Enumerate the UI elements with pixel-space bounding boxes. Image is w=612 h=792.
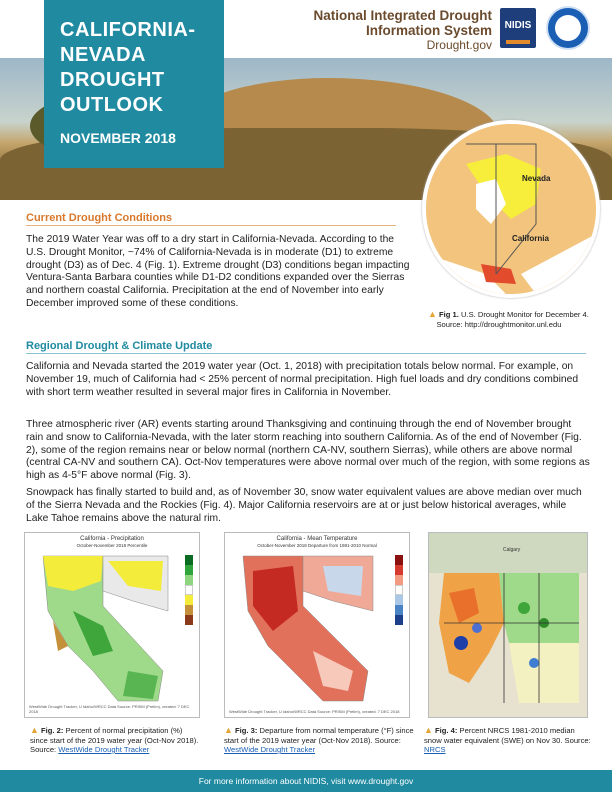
triangle-icon: ▲ xyxy=(428,309,437,319)
nidis-logo xyxy=(500,8,536,48)
fig3-temperature-map xyxy=(224,532,410,718)
fig2-subtitle: October-November 2018 Percentile xyxy=(76,543,148,548)
fig4-caption-text: Percent NRCS 1981-2010 median snow water equivalent (SWE) on Nov 30. Source: xyxy=(424,726,591,745)
current-conditions-heading: Current Drought Conditions xyxy=(26,212,396,226)
fig2-caption-prefix: Fig. 2: xyxy=(41,726,64,735)
regional-heading: Regional Drought & Climate Update xyxy=(26,340,586,354)
fig1-source-link[interactable]: http://droughtmonitor.unl.edu xyxy=(464,319,562,329)
org-name xyxy=(314,8,493,53)
map-label-nevada: Nevada xyxy=(522,174,551,183)
title-line-4: OUTLOOK xyxy=(60,94,164,116)
fig2-legend xyxy=(185,555,193,625)
fig4-snowpack-map xyxy=(428,532,588,718)
triangle-icon: ▲ xyxy=(424,725,433,735)
fig1-caption xyxy=(428,310,603,329)
triangle-icon: ▲ xyxy=(30,725,39,735)
fig1-caption-prefix: Fig 1. xyxy=(439,310,459,319)
fig3-legend xyxy=(395,555,403,625)
footer-text[interactable]: For more information about NIDIS, visit www.drought.gov xyxy=(198,776,414,786)
fig2-footer: WestWide Drought Tracker, U Idaho/WRCC Data Source: PRISM (Prelim), created: 7 DEC 2018 xyxy=(29,704,190,714)
fig1-source-prefix: Source: xyxy=(436,319,463,329)
nidis-logo-text: NIDIS xyxy=(504,20,532,31)
fig3-caption xyxy=(224,726,414,755)
fig2-caption-text: Percent of normal precipitation (%) since start of the 2019 water year (Oct-Nov 2018). Source: xyxy=(30,726,199,754)
fig3-source-link[interactable]: WestWide Drought Tracker xyxy=(224,745,316,754)
fig3-footer: WestWide Drought Tracker, U Idaho/WRCC Data Source: PRISM (Prelim), created: 7 DEC 2018 xyxy=(229,709,400,714)
issue-date: NOVEMBER 2018 xyxy=(60,130,176,146)
footer-bar xyxy=(0,770,612,792)
fig3-subtitle: October-November 2018 Departure from 1981-2010 Normal xyxy=(257,543,377,548)
regional-paragraph-1: California and Nevada started the 2019 water year (Oct. 1, 2018) with precipitation totals below normal. For example, on November 19, much of California had < 25% percent of normal precipitation. High fuel loads and dry conditions combined with short term weather resulted in several major fires in California in November. xyxy=(26,361,579,398)
current-conditions-text: The 2019 Water Year was off to a dry start in California-Nevada. According to the U.S. Drought Monitor, ~74% of California-Nevada is in moderate (D1) to extreme drought (D3) as of Dec. 4 (Fig. 1). Extreme drought (D3) conditions began impacting Ventura-Santa Barbara counties while D1-D2 conditions expanded over the Sierras and northern coastal California. Precipitation at the end of November into early December improved some of these conditions. xyxy=(26,234,410,309)
title-box xyxy=(44,0,224,168)
triangle-icon: ▲ xyxy=(224,725,233,735)
title-line-1: CALIFORNIA- xyxy=(60,19,196,41)
fig2-title: California - Precipitation xyxy=(80,536,144,542)
fig3-caption-prefix: Fig. 3: xyxy=(235,726,258,735)
title-line-2: NEVADA xyxy=(60,44,146,66)
title-line-3: DROUGHT xyxy=(60,69,165,91)
fig4-source-link[interactable]: NRCS xyxy=(424,745,446,754)
map-label-california: California xyxy=(512,234,549,243)
org-line1: National Integrated Drought xyxy=(313,8,492,23)
regional-paragraph-2: Three atmospheric river (AR) events starting around Thanksgiving and continuing through the end of November brought rain and snow to California-Nevada, with the later storm reaching into southern California. As of the end of November (Fig. 2), some of the region remains near or below normal (northern CA-NV, southern Sierras), while others are above normal (central CA-NV and southern CA). Oct-Nov temperatures were above normal over much of the region, with some regions as high as 4-5°F above normal (Fig. 3). xyxy=(26,419,590,482)
drought-monitor-map xyxy=(422,120,600,298)
fig4-label-calgary: Calgary xyxy=(503,547,521,553)
fig2-precipitation-map xyxy=(24,532,200,718)
fig4-caption-prefix: Fig. 4: xyxy=(435,726,458,735)
org-site[interactable]: Drought.gov xyxy=(426,38,492,52)
fig2-caption xyxy=(30,726,200,755)
org-line2: Information System xyxy=(365,23,492,38)
fig2-source-link[interactable]: WestWide Drought Tracker xyxy=(58,745,150,754)
fig3-caption-text: Departure from normal temperature (°F) since start of the 2019 water year (Oct-Nov 2018). Source: xyxy=(224,726,414,745)
regional-paragraph-3: Snowpack has finally started to build and, as of November 30, snow water equivalent values are above median over much of the Sierra Nevada and the Rockies (Fig. 4). Major California reservoirs are at or just below historical averages, while Lake Tahoe remains above the natural rim. xyxy=(26,487,582,524)
fig3-title: California - Mean Temperature xyxy=(276,536,358,542)
noaa-logo xyxy=(546,6,590,50)
fig4-caption xyxy=(424,726,594,755)
fig1-caption-text: U.S. Drought Monitor for December 4. xyxy=(461,310,589,319)
